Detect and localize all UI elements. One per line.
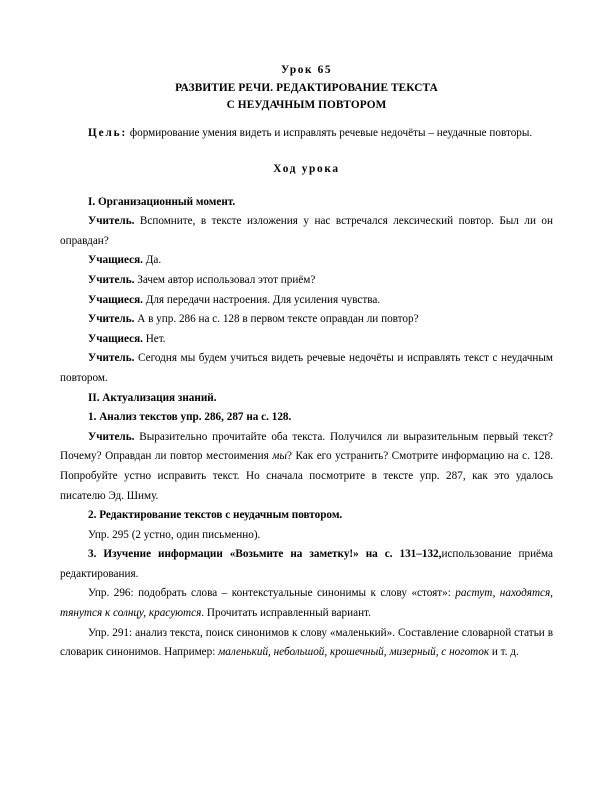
dialogue-text: Для передачи настроения. Для усиления чувства. [142, 293, 381, 306]
dialogue-teacher-1 [60, 212, 553, 251]
speaker-label-pupils: Учащиеся. [88, 332, 143, 345]
section-2-heading-text: II. Актуализация знаний. [88, 391, 217, 404]
speaker-label-teacher: Учитель. [88, 273, 135, 286]
dialogue-pupils-1 [60, 251, 553, 271]
lesson-title-line-1: РАЗВИТИЕ РЕЧИ. РЕДАКТИРОВАНИЕ ТЕКСТА [175, 81, 438, 94]
exercise-296-synonyms: растут, находятся, тянутся к солнцу, красуются [60, 587, 553, 620]
pronoun-example: мы [272, 450, 288, 463]
speaker-label-teacher: Учитель. [88, 352, 135, 365]
dialogue-text: Вспомните, в тексте изложения у нас встречался лексический повтор. Был ли он оправдан? [60, 215, 553, 247]
speaker-label-teacher: Учитель. [88, 313, 135, 326]
instruction-text-a: Выразительно прочитайте оба текста. Получился ли выразительным первый текст? Почему? Оправдан ли повтор местоимения [60, 430, 553, 463]
dialogue-text: А в упр. 286 на с. 128 в первом тексте оправдан ли повтор? [134, 313, 419, 326]
exercise-296-text-b: . Прочитать исправленный вариант. [201, 607, 371, 620]
exercise-291-text-b: и т. д. [489, 646, 519, 659]
spacer [60, 115, 553, 124]
section-2-item-2 [60, 506, 553, 526]
dialogue-text: Нет. [142, 332, 166, 345]
speaker-label-teacher: Учитель. [88, 215, 135, 228]
exercise-296-paragraph [60, 584, 553, 623]
dialogue-teacher-2 [60, 271, 553, 291]
speaker-label-teacher: Учитель. [88, 430, 135, 443]
dialogue-text: Да. [142, 254, 162, 267]
dialogue-text: Сегодня мы будем учиться видеть речевые недочёты и исправлять текст с неудачным повтором. [60, 352, 553, 384]
section-2-item-1-text: 1. Анализ текстов упр. 286, 287 на с. 128. [88, 411, 292, 424]
goal-text: формирование умения видеть и исправлять речевые недочёты – неудачные повторы. [127, 126, 533, 139]
exercise-291-text-a: Упр. 291: анализ текста, поиск синонимов к слову «маленький». Составление словарной статьи в словарик синонимов. Например: [60, 626, 553, 659]
section-2-item-3 [60, 545, 553, 584]
dialogue-text: Зачем автор использовал этот приём? [134, 273, 316, 286]
section-2-item-1 [60, 408, 553, 428]
section-1-heading-text: I. Организационный момент. [88, 195, 236, 208]
speaker-label-pupils: Учащиеся. [88, 254, 143, 267]
section-2-teacher-instruction [60, 428, 553, 506]
dialogue-teacher-3 [60, 310, 553, 330]
exercise-291-synonyms: маленький, небольшой, крошечный, мизерный, с ноготок [218, 646, 490, 659]
lesson-goal-paragraph [60, 124, 553, 144]
goal-label: Цель: [88, 126, 128, 139]
course-heading: Ход урока [273, 163, 340, 176]
section-2-item-2-exercise [60, 526, 553, 546]
section-2-item-3-tail: использование приёма редактирования. [60, 548, 553, 580]
dialogue-pupils-3 [60, 330, 553, 350]
section-2-heading [60, 389, 553, 409]
exercise-296-text-a: Упр. 296: подобрать слова – контекстуальные синонимы к слову «стоят»: [88, 587, 456, 600]
lesson-number-heading: Урок 65 [280, 64, 333, 76]
dialogue-pupils-2 [60, 291, 553, 311]
dialogue-teacher-4 [60, 349, 553, 388]
section-2-item-3-number: 3. [88, 548, 97, 561]
exercise-291-paragraph [60, 624, 553, 663]
exercise-295-text: Упр. 295 (2 устно, один письменно). [88, 528, 261, 541]
instruction-text-b: ? Как его устранить? Смотрите информацию на с. 128. Попробуйте устно исправить текст. Но сначала посмотрите в тексте упр. 287, как это удалось писателю Эд. Шиму. [60, 450, 553, 502]
section-2-item-3-text: Изучение информации «Возьмите на заметку!» на с. 131–132, [96, 548, 442, 561]
section-2-item-2-text: 2. Редактирование текстов с неудачным повтором. [88, 509, 343, 522]
speaker-label-pupils: Учащиеся. [88, 293, 143, 306]
section-1-heading [60, 193, 553, 213]
lesson-title-line-2: С НЕУДАЧНЫМ ПОВТОРОМ [226, 99, 387, 111]
